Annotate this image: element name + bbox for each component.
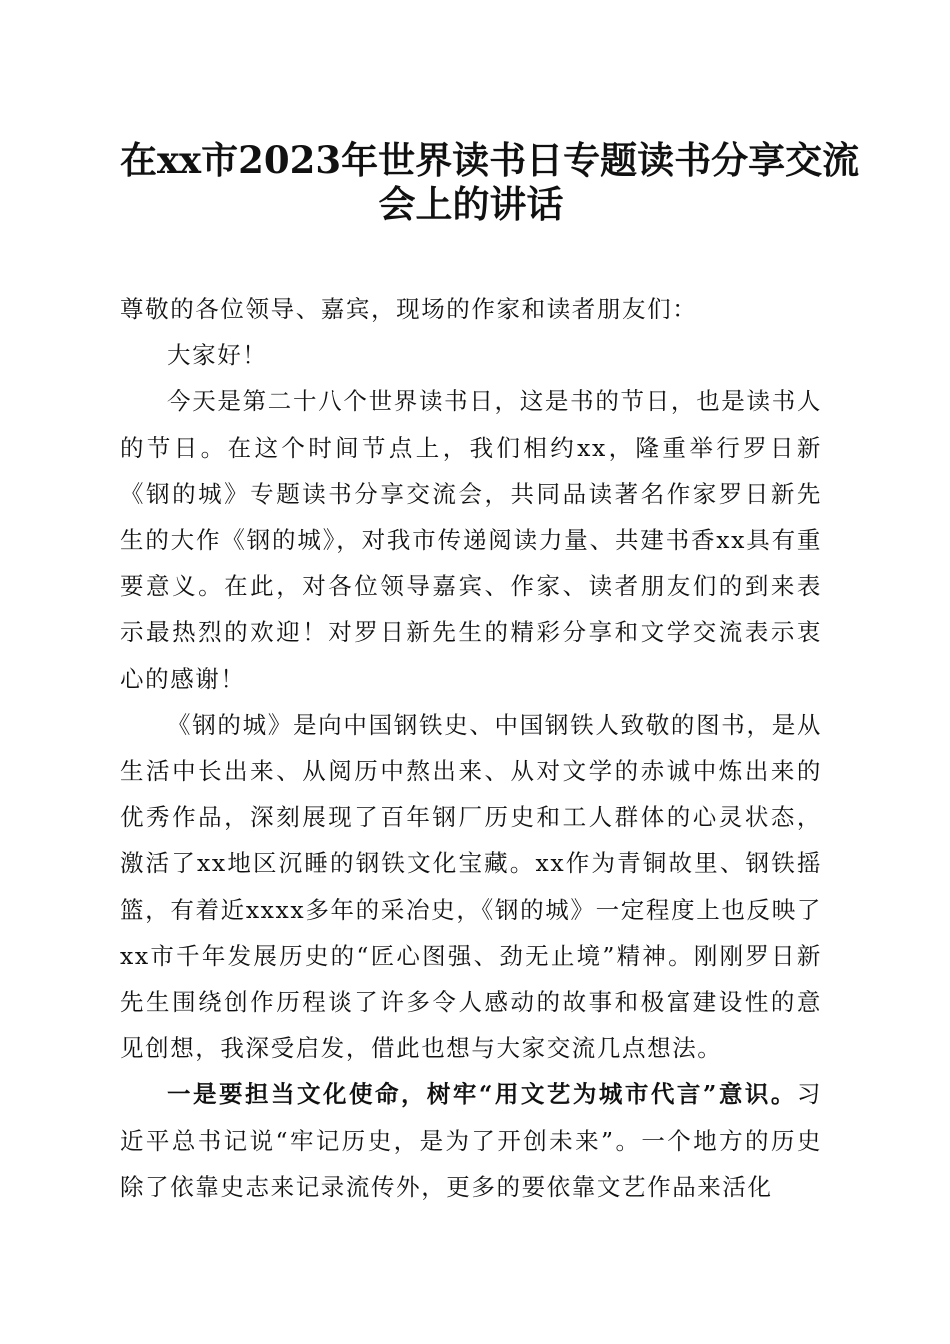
document-body <box>120 286 822 1210</box>
paragraph-opening: 今天是第二十八个世界读书日，这是书的节日，也是读书人的节日。在这个时间节点上，我们相约xx，隆重举行罗日新《钢的城》专题读书分享交流会，共同品读著名作家罗日新先生的大作《钢的城》，对我市传递阅读力量、共建书香xx具有重要意义。在此，对各位领导嘉宾、作家、读者朋友们的到来表示最热烈的欢迎！对罗日新先生的精彩分享和文学交流表示衷心的感谢！ <box>120 387 822 693</box>
salutation: 尊敬的各位领导、嘉宾，现场的作家和读者朋友们： <box>120 295 698 323</box>
paragraph-book-intro: 《钢的城》是向中国钢铁史、中国钢铁人致敬的图书，是从生活中长出来、从阅历中熬出来、从对文学的赤诚中炼出来的优秀作品，深刻展现了百年钢厂历史和工人群体的心灵状态，激活了xx地区沉睡的钢铁文化宝藏。xx作为青铜故里、钢铁摇篮，有着近xxxx多年的采冶史，《钢的城》一定程度上也反映了xx市千年发展历史的“匠心图强、劲无止境”精神。刚刚罗日新先生围绕创作历程谈了许多令人感动的故事和极富建设性的意见创想，我深受启发，借此也想与大家交流几点想法。 <box>120 710 822 1063</box>
point-one-heading: 一是要担当文化使命，树牢“用文艺为城市代言”意识。 <box>167 1080 797 1109</box>
point-one-text: 习近平总书记说“牢记历史，是为了开创未来”。一个地方的历史除了依靠史志来记录流传外，更多的要依靠文艺作品来活化 <box>120 1080 822 1201</box>
paragraph-point-one <box>120 1071 822 1210</box>
greeting: 大家好！ <box>167 341 268 370</box>
document-title-line-1: 在xx市2023年世界读书日专题读书分享交流 <box>120 138 860 182</box>
document-title-line-2: 会上的讲话 <box>378 182 564 226</box>
document-title <box>120 138 860 226</box>
